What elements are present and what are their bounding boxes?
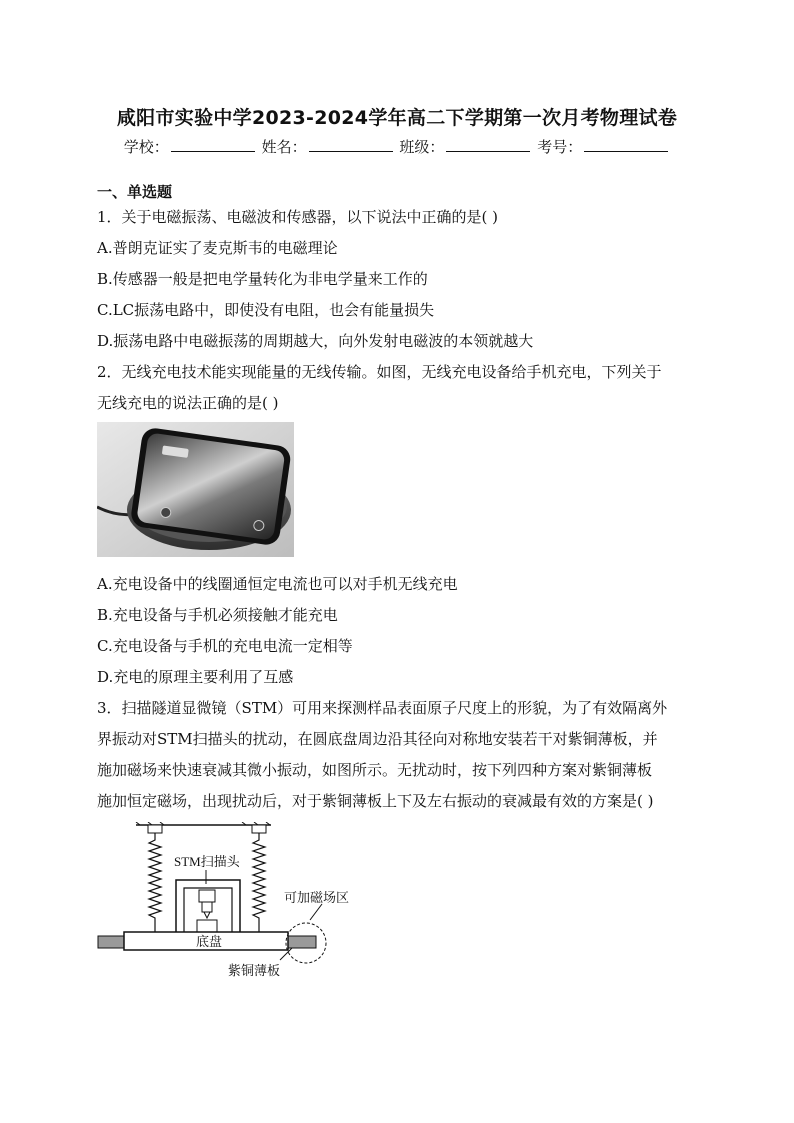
class-blank[interactable] xyxy=(446,137,530,152)
exam-title: 咸阳市实验中学2023-2024学年高二下学期第一次月考物理试卷 xyxy=(116,107,678,129)
number-label: 考号： xyxy=(537,138,583,156)
school-blank[interactable] xyxy=(171,137,255,152)
field-region-label: 可加磁场区 xyxy=(284,890,350,905)
q2-option-c: C.充电设备与手机的充电电流一定相等 xyxy=(97,637,353,655)
q1-option-c: C.LC振荡电路中，即使没有电阻，也会有能量损失 xyxy=(97,301,435,319)
q1-option-a: A.普朗克证实了麦克斯韦的电磁理论 xyxy=(97,239,338,257)
q2-option-d: D.充电的原理主要利用了互感 xyxy=(97,668,294,686)
q3-stem-line3: 施加磁场来快速衰减其微小振动，如图所示。无扰动时，按下列四种方案对紫铜薄板 xyxy=(97,761,653,779)
q2-stem-line2: 无线充电的说法正确的是( ) xyxy=(97,394,279,412)
q1-option-b: B.传感器一般是把电学量转化为非电学量来工作的 xyxy=(97,270,428,288)
wireless-charging-photo xyxy=(97,422,294,557)
copper-plate-label: 紫铜薄板 xyxy=(228,963,281,978)
q1-stem: 1．关于电磁振荡、电磁波和传感器，以下说法中正确的是( ) xyxy=(97,208,499,226)
stm-diagram xyxy=(96,822,356,987)
base-label: 底盘 xyxy=(196,934,223,949)
student-info-row xyxy=(0,136,794,157)
q2-option-a: A.充电设备中的线圈通恒定电流也可以对手机无线充电 xyxy=(97,575,458,593)
q1-option-d: D.振荡电路中电磁振荡的周期越大，向外发射电磁波的本领就越大 xyxy=(97,332,534,350)
q2-stem-line1: 2．无线充电技术能实现能量的无线传输。如图，无线充电设备给手机充电，下列关于 xyxy=(97,363,662,381)
q3-stem-line2: 界振动对STM扫描头的扰动，在圆底盘周边沿其径向对称地安装若干对紫铜薄板，并 xyxy=(97,730,658,748)
q2-option-b: B.充电设备与手机必须接触才能充电 xyxy=(97,606,338,624)
name-label: 姓名： xyxy=(261,138,307,156)
name-blank[interactable] xyxy=(309,137,393,152)
section-heading: 一、单选题 xyxy=(97,183,173,201)
q3-stem-line1: 3．扫描隧道显微镜（STM）可用来探测样品表面原子尺度上的形貌，为了有效隔离外 xyxy=(97,699,668,717)
stm-apparatus-figure xyxy=(96,822,356,987)
school-label: 学校： xyxy=(123,138,169,156)
phone-on-charger-image xyxy=(97,422,294,557)
q3-stem-line4: 施加恒定磁场，出现扰动后，对于紫铜薄板上下及左右振动的衰减最有效的方案是( ) xyxy=(97,792,654,810)
stm-head-label: STM扫描头 xyxy=(174,854,240,869)
class-label: 班级： xyxy=(399,138,445,156)
number-blank[interactable] xyxy=(584,137,668,152)
